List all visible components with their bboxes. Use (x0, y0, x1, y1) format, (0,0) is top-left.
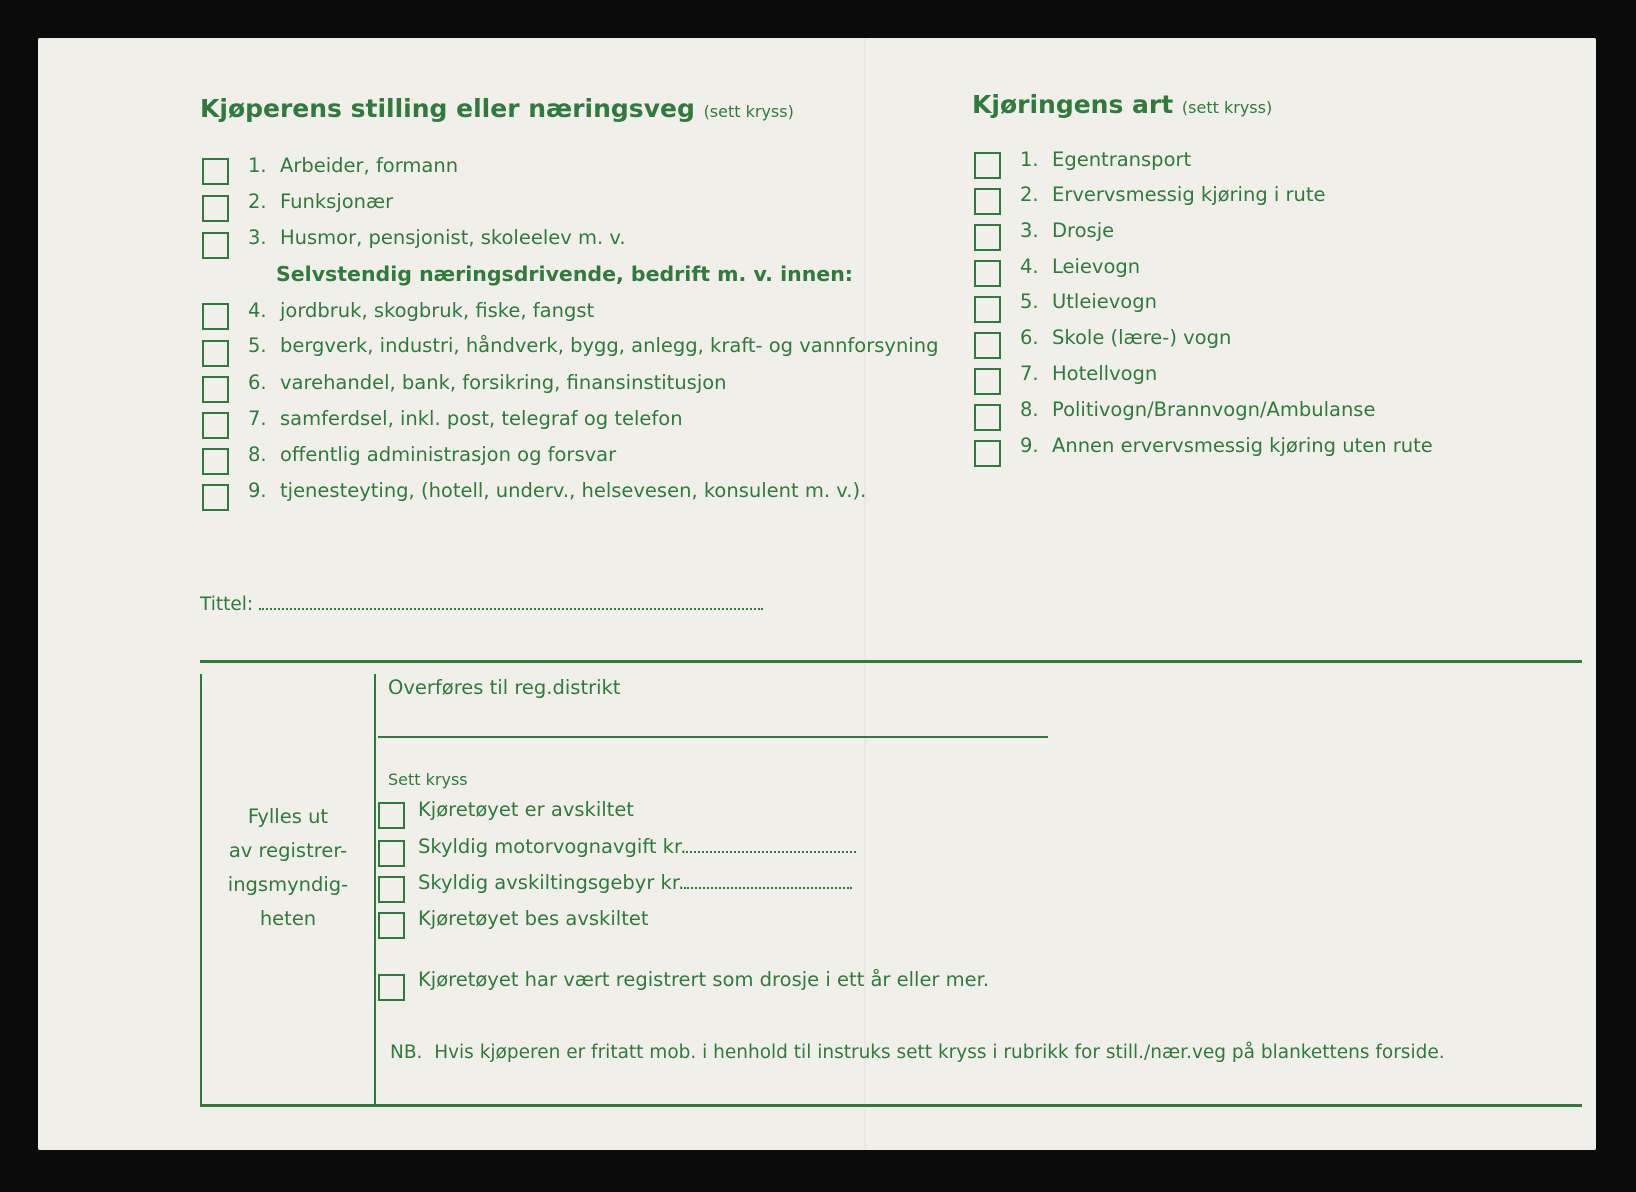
option-label: Leievogn (1052, 255, 1141, 278)
deregistration-fee-label: Skyldig avskiltingsgebyr kr. (418, 871, 685, 894)
taxi-year-label: Kjøretøyet har vært registrert som drosje i ett år eller mer. (418, 968, 990, 991)
occupation-option-1 (248, 154, 458, 177)
driving-type-heading (972, 90, 1272, 119)
option-label: varehandel, bank, forsikring, finansinstitusjon (280, 371, 727, 394)
occupation-option-3 (248, 226, 626, 249)
occupation-checkbox-8[interactable] (202, 448, 229, 475)
motor-tax-checkbox[interactable] (378, 840, 405, 867)
motor-tax-amount-line[interactable] (686, 851, 856, 853)
driving-option-7 (1020, 362, 1157, 385)
driving-checkbox-2[interactable] (974, 188, 1001, 215)
occupation-checkbox-6[interactable] (202, 376, 229, 403)
driving-checkbox-5[interactable] (974, 296, 1001, 323)
driving-checkbox-8[interactable] (974, 404, 1001, 431)
option-label: Ervervsmessig kjøring i rute (1052, 183, 1326, 206)
occupation-option-2 (248, 190, 393, 213)
deregistered-checkbox[interactable] (378, 802, 405, 829)
option-label: Utleievogn (1052, 290, 1157, 313)
option-number: 7. (1020, 362, 1039, 385)
occupation-option-6 (248, 371, 727, 394)
occupation-option-4 (248, 299, 594, 322)
option-number: 6. (1020, 326, 1039, 349)
option-number: 1. (248, 154, 267, 177)
driving-checkbox-6[interactable] (974, 332, 1001, 359)
nb-label: NB. (390, 1042, 423, 1063)
driving-option-5 (1020, 290, 1157, 313)
driving-option-6 (1020, 326, 1231, 349)
deregistration-fee-checkbox[interactable] (378, 876, 405, 903)
option-label: Politivogn/Brannvogn/Ambulanse (1052, 398, 1376, 421)
transfer-district-line[interactable] (378, 736, 1048, 738)
request-deregister-label: Kjøretøyet bes avskiltet (418, 907, 649, 930)
option-number: 3. (1020, 219, 1039, 242)
option-number: 5. (1020, 290, 1039, 313)
option-label: Hotellvogn (1052, 362, 1158, 385)
occupation-checkbox-1[interactable] (202, 158, 229, 185)
title-field-label: Tittel: (200, 594, 254, 615)
motor-tax-label: Skyldig motorvognavgift kr. (418, 835, 687, 858)
occupation-checkbox-7[interactable] (202, 412, 229, 439)
occupation-checkbox-3[interactable] (202, 232, 229, 259)
request-deregister-checkbox[interactable] (378, 912, 405, 939)
deregistration-fee-amount-line[interactable] (684, 887, 852, 889)
option-label: offentlig administrasjon og forsvar (280, 443, 617, 466)
occupation-option-5 (248, 334, 938, 357)
deregistered-label: Kjøretøyet er avskiltet (418, 798, 634, 821)
option-number: 1. (1020, 148, 1039, 171)
buyer-occupation-heading (200, 94, 794, 123)
option-number: 8. (1020, 398, 1039, 421)
option-number: 2. (1020, 183, 1039, 206)
side-label-line: Fylles ut (247, 805, 329, 828)
side-label-line: heten (259, 907, 317, 930)
side-label-line: ingsmyndig- (227, 873, 349, 896)
occupation-option-8 (248, 443, 616, 466)
occupation-checkbox-2[interactable] (202, 195, 229, 222)
driving-option-1 (1020, 148, 1191, 171)
option-label: samferdsel, inkl. post, telegraf og telefon (280, 407, 683, 430)
driving-option-8 (1020, 398, 1375, 421)
form-sheet (38, 38, 1596, 1150)
box-bottom-rule (200, 1104, 1582, 1107)
option-label: jordbruk, skogbruk, fiske, fangst (280, 299, 595, 322)
title-field (200, 594, 763, 615)
transfer-district-label: Overføres til reg.distrikt (388, 676, 621, 699)
driving-option-2 (1020, 183, 1326, 206)
buyer-occupation-note: (sett kryss) (703, 102, 794, 121)
option-number: 2. (248, 190, 267, 213)
box-top-rule (200, 660, 1582, 663)
motor-tax-row (418, 835, 856, 858)
box-left-rule (200, 674, 202, 1106)
occupation-option-9 (248, 479, 866, 502)
nb-note (390, 1042, 1445, 1063)
driving-type-title: Kjøringens art (972, 90, 1174, 119)
option-number: 8. (248, 443, 267, 466)
buyer-occupation-title: Kjøperens stilling eller næringsveg (200, 94, 695, 123)
driving-checkbox-7[interactable] (974, 368, 1001, 395)
registry-side-label (210, 800, 366, 936)
self-employed-subheading: Selvstendig næringsdrivende, bedrift m. v. innen: (276, 262, 853, 286)
occupation-checkbox-4[interactable] (202, 303, 229, 330)
box-divider-rule (374, 674, 376, 1106)
title-field-line[interactable] (259, 608, 763, 610)
driving-option-3 (1020, 219, 1114, 242)
option-label: tjenesteyting, (hotell, underv., helsevesen, konsulent m. v.). (280, 479, 867, 502)
driving-checkbox-1[interactable] (974, 152, 1001, 179)
option-number: 9. (248, 479, 267, 502)
option-label: Skole (lære-) vogn (1052, 326, 1232, 349)
deregistration-fee-row (418, 871, 852, 894)
nb-text: Hvis kjøperen er fritatt mob. i henhold til instruks sett kryss i rubrikk for still./nær.veg på blankettens forside. (434, 1042, 1445, 1063)
option-number: 4. (1020, 255, 1039, 278)
driving-option-9 (1020, 434, 1433, 457)
occupation-option-7 (248, 407, 683, 430)
occupation-checkbox-5[interactable] (202, 340, 229, 367)
option-label: Funksjonær (280, 190, 394, 213)
option-label: Husmor, pensjonist, skoleelev m. v. (280, 226, 626, 249)
option-number: 4. (248, 299, 267, 322)
driving-option-4 (1020, 255, 1140, 278)
option-number: 7. (248, 407, 267, 430)
option-number: 5. (248, 334, 267, 357)
option-number: 3. (248, 226, 267, 249)
option-label: Drosje (1052, 219, 1115, 242)
sett-kryss-label: Sett kryss (388, 770, 468, 789)
option-label: Arbeider, formann (280, 154, 459, 177)
driving-checkbox-4[interactable] (974, 260, 1001, 287)
option-number: 6. (248, 371, 267, 394)
taxi-year-checkbox[interactable] (378, 974, 405, 1001)
side-label-line: av registrer- (228, 839, 348, 862)
driving-type-note: (sett kryss) (1181, 98, 1273, 117)
occupation-checkbox-9[interactable] (202, 484, 229, 511)
option-label: Egentransport (1052, 148, 1192, 171)
option-label: bergverk, industri, håndverk, bygg, anlegg, kraft- og vannforsyning (280, 334, 939, 357)
option-label: Annen ervervsmessig kjøring uten rute (1052, 434, 1433, 457)
driving-checkbox-3[interactable] (974, 224, 1001, 251)
option-number: 9. (1020, 434, 1039, 457)
driving-checkbox-9[interactable] (974, 440, 1001, 467)
